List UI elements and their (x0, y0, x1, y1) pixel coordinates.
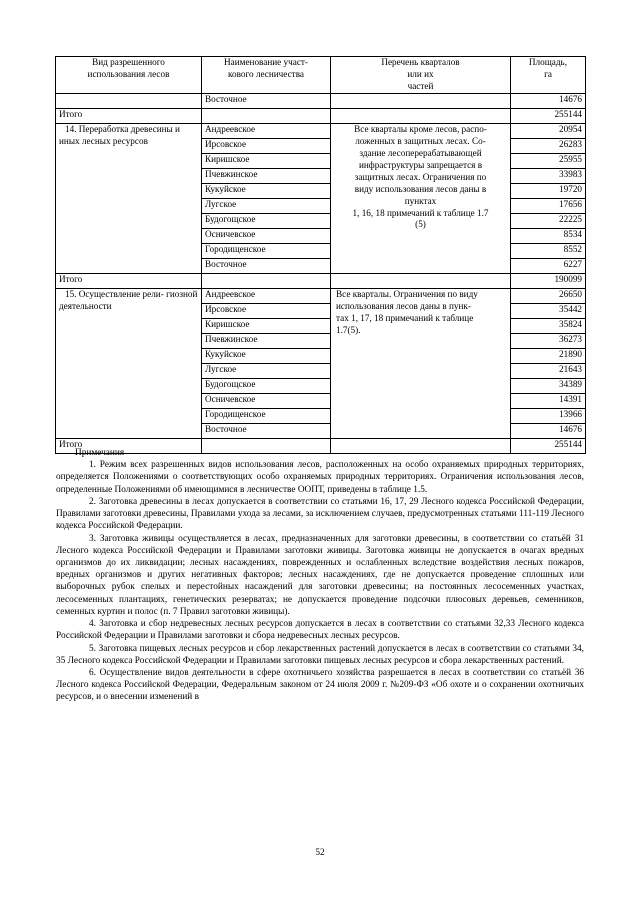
cell-forestry-name: Осничевское (202, 393, 331, 408)
cell-quarters-14 (331, 123, 511, 273)
cell-total-label: Итого (56, 273, 202, 288)
category-14-line2: и иных лесных ресурсов (59, 123, 180, 146)
table-row (56, 93, 586, 108)
quarters-14-line4: инфраструктуры запрещается в (358, 159, 483, 170)
table-header-row (56, 57, 586, 94)
cell-forestry-name: Городищенское (202, 408, 331, 423)
header-area-line2: га (544, 68, 552, 79)
cell-forestry-name: Киришское (202, 318, 331, 333)
table-total-row (56, 273, 586, 288)
cell-area-value: 25955 (511, 153, 586, 168)
cell-empty-quarters (331, 108, 511, 123)
category-15-line1: 15. Осуществление рели- (65, 288, 164, 299)
cell-total-value: 255144 (511, 438, 586, 453)
cell-area-value: 35824 (511, 318, 586, 333)
notes-section (56, 447, 584, 704)
category-15-line2: гиозной деятельности (59, 288, 198, 311)
cell-category-14 (56, 123, 202, 273)
cell-forestry-name: Пчевжинское (202, 168, 331, 183)
cell-forestry-name: Будогощское (202, 213, 331, 228)
cell-area-value: 26650 (511, 288, 586, 303)
table-row (56, 288, 586, 303)
cell-forestry-name: Лугское (202, 198, 331, 213)
cell-forestry-name: Городищенское (202, 243, 331, 258)
cell-area-value: 8552 (511, 243, 586, 258)
cell-area-value: 17656 (511, 198, 586, 213)
quarters-14-line1: Все кварталы кроме лесов, распо- (354, 123, 487, 134)
cell-forestry-name: Кукуйское (202, 183, 331, 198)
header-use-type-line1: Вид разрешенного (92, 57, 165, 67)
header-forestry-line1: Наименование участ- (224, 57, 308, 67)
quarters-14-line7: пунктах (404, 195, 437, 206)
quarters-14-line9: (5) (415, 219, 426, 230)
cell-area-value: 21890 (511, 348, 586, 363)
quarters-14-line2: ложенных в защитных лесах. Со- (355, 135, 486, 146)
quarters-15-line1: Все кварталы. Ограничения по виду (336, 288, 478, 299)
cell-forestry-name: Будогощское (202, 378, 331, 393)
header-quarters-line2: или их (407, 68, 434, 79)
note-item-5: 5. Заготовка пищевых лесных ресурсов и сбор лекарственных растений допускается в лесах в соответствии со статьями 34, 35 Лесного кодекса Российской Федерации и Правилами заготовки пищевых лесных ресурсов и сбора лекарственных растений. (56, 643, 584, 666)
header-cell-quarters-list (331, 57, 511, 94)
quarters-14-line3: здание лесоперерабатывающей (359, 147, 482, 158)
cell-area-value: 20954 (511, 123, 586, 138)
quarters-15-line3: тах 1, 17, 18 примечаний к таблице (336, 312, 474, 323)
table-body (56, 57, 586, 454)
notes-heading: Примечания (75, 448, 125, 458)
permitted-use-table-container (55, 56, 585, 454)
header-use-type-line2: использования лесов (87, 68, 170, 79)
quarters-14-line5: защитных лесах. Ограничения по (354, 171, 487, 182)
note-item-2: 2. Заготовка древесины в лесах допускается в соответствии со статьями 16, 17, 29 Лесного кодекса Российской Федерации, Правилами заготовки древесины, Правилами ухода за лесами, за исключением случаев, предусмотренных статьями 111-119 Лесного кодекса Российской Федерации. (56, 496, 584, 532)
cell-area-value: 35442 (511, 303, 586, 318)
note-item-3: 3. Заготовка живицы осуществляется в лесах, предназначенных для заготовки древесины, в соответствии со статьёй 31 Лесного кодекса Российской Федерации и Правилами заготовки живицы. Заготовка живицы не допускается в очагах вредных организмов до их ликвидации; лесных насаждениях, поврежденных и ослабленных вследствие воздействия лесных пожаров, вредных организмов и других негативных факторов; лесных насаждениях, где не допускается проведение сплошных или выборочных рубок спелых и перестойных насаждений для заготовки древесины; на постоянных лесосеменных участках, лесосеменных плантациях, генетических резерватах; не допускается проведение подсочки плюсовых деревьев, семенников, семенных куртин и полос (п. 7 Правил заготовки живицы). (56, 533, 584, 617)
header-cell-area (511, 57, 586, 94)
cell-area-value: 33983 (511, 168, 586, 183)
page-number: 52 (315, 848, 325, 858)
header-quarters-line1: Перечень кварталов (381, 57, 460, 67)
cell-forestry-name: Пчевжинское (202, 333, 331, 348)
header-area-line1: Площадь, (528, 57, 568, 67)
cell-empty-quarters (331, 273, 511, 288)
cell-forestry-name: Андреевское (202, 288, 331, 303)
header-cell-forestry-name (202, 57, 331, 94)
cell-forestry-name: Кукуйское (202, 348, 331, 363)
note-item-1: 1. Режим всех разрешенных видов использования лесов, расположенных на особо охраняемых природных территориях, определяется Положениями о соответствующих особо охраняемых природных территориях. Ограничения использования лесов, определенные Положениями об имеющимися в лесничестве ООПТ, приведены в таблице 1.5. (56, 460, 584, 495)
permitted-use-table (55, 56, 586, 454)
cell-forestry-name: Восточное (202, 258, 331, 273)
cell-total-label: Итого (56, 108, 202, 123)
header-forestry-line2: кового лесничества (227, 68, 304, 79)
table-row (56, 123, 586, 138)
cell-area-value: 36273 (511, 333, 586, 348)
note-item-6: 6. Осуществление видов деятельности в сфере охотничьего хозяйства разрешается в лесах в соответствии со статьёй 36 Лесного кодекса Российской Федерации, Федеральным законом от 24 июля 2009 г. №209-ФЗ «Об охоте и о сохранении охотничьих ресурсов, и о внесении изменений в (56, 667, 584, 703)
cell-forestry-name: Восточное (202, 93, 331, 108)
header-quarters-line3: частей (407, 80, 434, 91)
cell-forestry-name: Киришское (202, 153, 331, 168)
cell-forestry-name: Восточное (202, 423, 331, 438)
cell-total-label: Итого (56, 438, 202, 453)
note-item-4: 4. Заготовка и сбор недревесных лесных ресурсов допускается в лесах в соответствии со статьями 32,33 Лесного кодекса Российской Федерации и Правилами заготовки и сбора недревесных лесных ресурсов. (56, 619, 584, 642)
cell-quarters-15 (331, 288, 511, 438)
quarters-15-line2: использования лесов даны в пунк- (336, 300, 471, 311)
category-14-line1: 14. Переработка древесины (65, 123, 173, 134)
cell-area-value: 14391 (511, 393, 586, 408)
cell-area-value: 13966 (511, 408, 586, 423)
cell-forestry-name: Андреевское (202, 123, 331, 138)
cell-area-value: 21643 (511, 363, 586, 378)
cell-area-value: 34389 (511, 378, 586, 393)
cell-empty-quarters (331, 93, 511, 108)
cell-area-value: 14676 (511, 423, 586, 438)
cell-area-value: 19720 (511, 183, 586, 198)
cell-area-value: 14676 (511, 93, 586, 108)
quarters-14-line8: 1, 16, 18 примечаний к таблице 1.7 (352, 207, 489, 218)
cell-total-value: 190099 (511, 273, 586, 288)
cell-forestry-name: Осничевское (202, 228, 331, 243)
cell-category-15 (56, 288, 202, 438)
quarters-15-line4: 1.7(5). (336, 324, 361, 335)
cell-empty-forestry (202, 273, 331, 288)
cell-area-value: 8534 (511, 228, 586, 243)
table-total-row (56, 108, 586, 123)
header-cell-use-type (56, 57, 202, 94)
quarters-14-line6: виду использования лесов даны в (354, 183, 487, 194)
cell-empty-forestry (202, 108, 331, 123)
cell-total-value: 255144 (511, 108, 586, 123)
cell-forestry-name: Лугское (202, 363, 331, 378)
cell-area-value: 6227 (511, 258, 586, 273)
cell-forestry-name: Ирсовское (202, 303, 331, 318)
cell-area-value: 22225 (511, 213, 586, 228)
cell-area-value: 26283 (511, 138, 586, 153)
cell-forestry-name: Ирсовское (202, 138, 331, 153)
cell-empty-use-type (56, 93, 202, 108)
